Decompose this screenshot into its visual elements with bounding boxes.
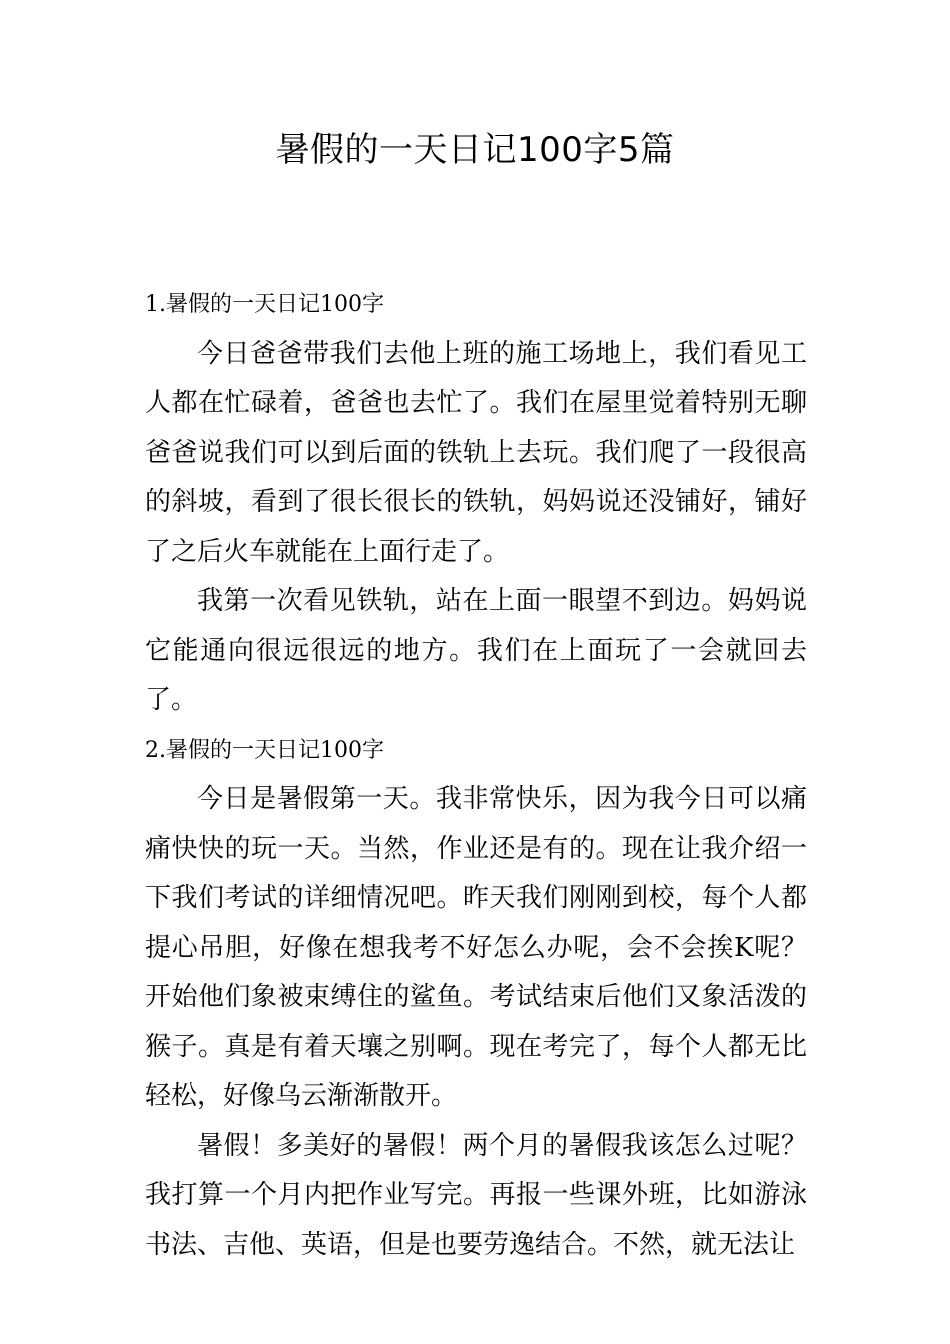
section-1-heading: 1.暑假的一天日记100字 bbox=[145, 292, 384, 317]
document-title: 暑假的一天日记100字5篇 bbox=[275, 130, 675, 170]
section-2-paragraph-2: 暑假！多美好的暑假！两个月的暑假我该怎么过呢？我打算一个月内把作业写完。再报一些课外班，比如游泳书法、吉他、英语，但是也要劳逸结合。不然，就无法让 bbox=[145, 1130, 807, 1260]
document-body bbox=[145, 280, 807, 1270]
section-2-heading: 2.暑假的一天日记100字 bbox=[145, 737, 384, 763]
section-2-paragraph-1: 今日是暑假第一天。我非常快乐，因为我今日可以痛痛快快的玩一天。当然，作业还是有的。现在让我介绍一下我们考试的详细情况吧。昨天我们刚刚到校，每个人都提心吊胆，好像在想我考不好怎么办呢，会不会挨K呢？开始他们象被束缚住的鲨鱼。考试结束后他们又象活泼的猴子。真是有着天壤之别啊。现在考完了，每个人都无比轻松，好像乌云渐渐散开。 bbox=[145, 784, 807, 1111]
section-1-paragraph-2: 我第一次看见铁轨，站在上面一眼望不到边。妈妈说它能通向很远很远的地方。我们在上面玩了一会就回去了。 bbox=[145, 586, 807, 715]
section-1-paragraph-1: 今日爸爸带我们去他上班的施工场地上，我们看见工人都在忙碌着，爸爸也去忙了。我们在屋里觉着特别无聊爸爸说我们可以到后面的铁轨上去玩。我们爬了一段很高的斜坡，看到了很长很长的铁轨，妈妈说还没铺好，铺好了之后火车就能在上面行走了。 bbox=[145, 338, 807, 567]
